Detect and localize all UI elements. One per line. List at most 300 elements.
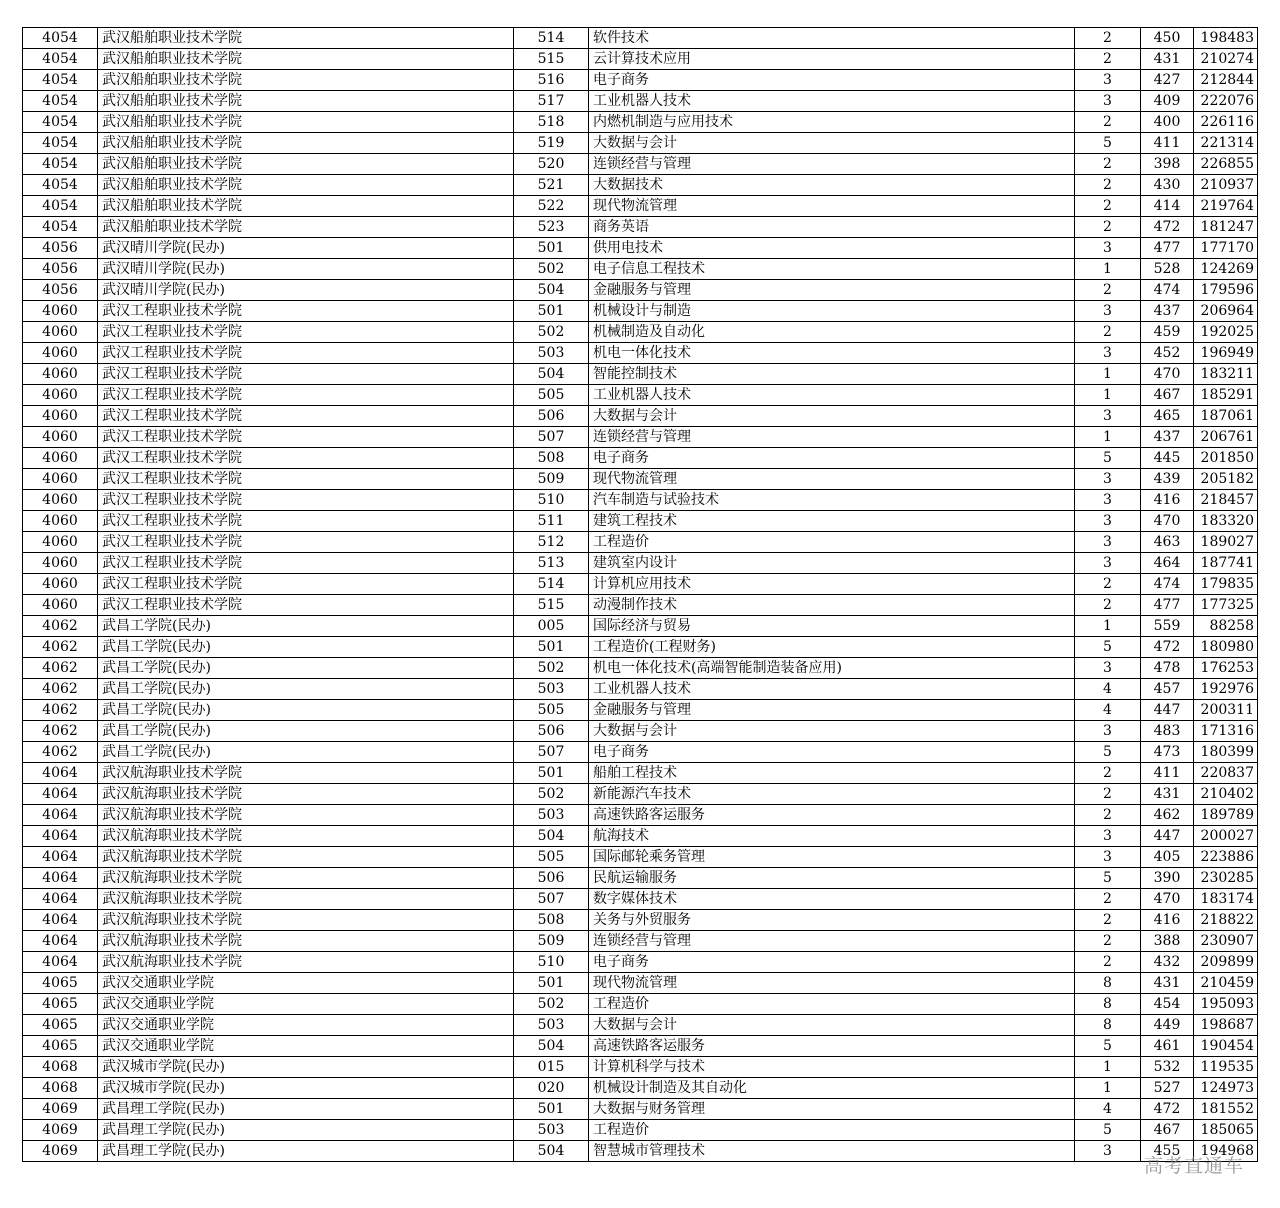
major-code-cell: 507 xyxy=(514,889,589,910)
major-name-cell: 现代物流管理 xyxy=(589,196,1075,217)
table-row xyxy=(23,70,1258,91)
plan-count-cell: 8 xyxy=(1075,994,1141,1015)
min-score-cell: 465 xyxy=(1141,406,1194,427)
table-row xyxy=(23,784,1258,805)
major-name-cell: 供用电技术 xyxy=(589,238,1075,259)
school-name-cell: 武汉交通职业学院 xyxy=(98,1015,514,1036)
table-row xyxy=(23,721,1258,742)
plan-count-cell: 2 xyxy=(1075,805,1141,826)
major-name-cell: 电子商务 xyxy=(589,742,1075,763)
plan-count-cell: 3 xyxy=(1075,532,1141,553)
major-name-cell: 航海技术 xyxy=(589,826,1075,847)
school-name-cell: 武汉航海职业技术学院 xyxy=(98,868,514,889)
table-row xyxy=(23,133,1258,154)
min-score-cell: 528 xyxy=(1141,259,1194,280)
min-rank-cell: 206964 xyxy=(1194,301,1258,322)
school-name-cell: 武汉城市学院(民办) xyxy=(98,1078,514,1099)
school-code-cell: 4060 xyxy=(23,553,98,574)
school-code-cell: 4064 xyxy=(23,889,98,910)
min-rank-cell: 226855 xyxy=(1194,154,1258,175)
min-rank-cell: 210937 xyxy=(1194,175,1258,196)
major-name-cell: 电子信息工程技术 xyxy=(589,259,1075,280)
min-score-cell: 477 xyxy=(1141,238,1194,259)
major-code-cell: 515 xyxy=(514,49,589,70)
min-rank-cell: 183174 xyxy=(1194,889,1258,910)
school-name-cell: 武汉工程职业技术学院 xyxy=(98,448,514,469)
plan-count-cell: 2 xyxy=(1075,910,1141,931)
school-name-cell: 武汉工程职业技术学院 xyxy=(98,553,514,574)
school-code-cell: 4054 xyxy=(23,28,98,49)
school-code-cell: 4056 xyxy=(23,280,98,301)
school-name-cell: 武汉航海职业技术学院 xyxy=(98,826,514,847)
min-score-cell: 467 xyxy=(1141,1120,1194,1141)
major-name-cell: 金融服务与管理 xyxy=(589,280,1075,301)
school-code-cell: 4054 xyxy=(23,112,98,133)
min-score-cell: 474 xyxy=(1141,574,1194,595)
table-row xyxy=(23,322,1258,343)
table-row xyxy=(23,343,1258,364)
school-code-cell: 4065 xyxy=(23,973,98,994)
plan-count-cell: 2 xyxy=(1075,889,1141,910)
major-code-cell: 504 xyxy=(514,1141,589,1162)
major-code-cell: 520 xyxy=(514,154,589,175)
min-rank-cell: 119535 xyxy=(1194,1057,1258,1078)
school-code-cell: 4065 xyxy=(23,1015,98,1036)
school-code-cell: 4062 xyxy=(23,742,98,763)
min-rank-cell: 196949 xyxy=(1194,343,1258,364)
table-row xyxy=(23,1120,1258,1141)
min-rank-cell: 194968 xyxy=(1194,1141,1258,1162)
plan-count-cell: 1 xyxy=(1075,616,1141,637)
min-rank-cell: 185065 xyxy=(1194,1120,1258,1141)
min-rank-cell: 124973 xyxy=(1194,1078,1258,1099)
school-code-cell: 4054 xyxy=(23,217,98,238)
school-code-cell: 4054 xyxy=(23,133,98,154)
school-code-cell: 4062 xyxy=(23,679,98,700)
min-rank-cell: 124269 xyxy=(1194,259,1258,280)
major-code-cell: 521 xyxy=(514,175,589,196)
min-rank-cell: 179835 xyxy=(1194,574,1258,595)
major-name-cell: 工业机器人技术 xyxy=(589,91,1075,112)
min-score-cell: 390 xyxy=(1141,868,1194,889)
min-score-cell: 457 xyxy=(1141,679,1194,700)
plan-count-cell: 3 xyxy=(1075,70,1141,91)
min-score-cell: 388 xyxy=(1141,931,1194,952)
min-rank-cell: 220837 xyxy=(1194,763,1258,784)
min-rank-cell: 187741 xyxy=(1194,553,1258,574)
school-name-cell: 武昌工学院(民办) xyxy=(98,742,514,763)
min-rank-cell: 181247 xyxy=(1194,217,1258,238)
major-name-cell: 机械制造及自动化 xyxy=(589,322,1075,343)
school-name-cell: 武昌工学院(民办) xyxy=(98,721,514,742)
major-name-cell: 大数据技术 xyxy=(589,175,1075,196)
min-rank-cell: 88258 xyxy=(1194,616,1258,637)
major-code-cell: 504 xyxy=(514,364,589,385)
plan-count-cell: 4 xyxy=(1075,679,1141,700)
major-name-cell: 计算机应用技术 xyxy=(589,574,1075,595)
school-name-cell: 武汉船舶职业技术学院 xyxy=(98,217,514,238)
major-code-cell: 509 xyxy=(514,469,589,490)
major-name-cell: 计算机科学与技术 xyxy=(589,1057,1075,1078)
min-rank-cell: 195093 xyxy=(1194,994,1258,1015)
major-name-cell: 关务与外贸服务 xyxy=(589,910,1075,931)
plan-count-cell: 3 xyxy=(1075,301,1141,322)
major-name-cell: 工业机器人技术 xyxy=(589,385,1075,406)
min-rank-cell: 221314 xyxy=(1194,133,1258,154)
school-name-cell: 武汉航海职业技术学院 xyxy=(98,847,514,868)
plan-count-cell: 3 xyxy=(1075,343,1141,364)
school-name-cell: 武昌工学院(民办) xyxy=(98,616,514,637)
min-rank-cell: 209899 xyxy=(1194,952,1258,973)
school-name-cell: 武汉航海职业技术学院 xyxy=(98,889,514,910)
school-name-cell: 武汉城市学院(民办) xyxy=(98,1057,514,1078)
table-row xyxy=(23,217,1258,238)
school-name-cell: 武汉工程职业技术学院 xyxy=(98,532,514,553)
min-rank-cell: 222076 xyxy=(1194,91,1258,112)
min-score-cell: 532 xyxy=(1141,1057,1194,1078)
school-code-cell: 4065 xyxy=(23,1036,98,1057)
table-body xyxy=(23,28,1258,1162)
plan-count-cell: 2 xyxy=(1075,784,1141,805)
min-rank-cell: 171316 xyxy=(1194,721,1258,742)
plan-count-cell: 8 xyxy=(1075,1015,1141,1036)
school-name-cell: 武汉工程职业技术学院 xyxy=(98,343,514,364)
major-name-cell: 现代物流管理 xyxy=(589,973,1075,994)
school-code-cell: 4060 xyxy=(23,385,98,406)
major-name-cell: 金融服务与管理 xyxy=(589,700,1075,721)
school-name-cell: 武昌工学院(民办) xyxy=(98,658,514,679)
school-code-cell: 4064 xyxy=(23,784,98,805)
major-name-cell: 电子商务 xyxy=(589,952,1075,973)
plan-count-cell: 2 xyxy=(1075,175,1141,196)
major-code-cell: 502 xyxy=(514,784,589,805)
major-code-cell: 507 xyxy=(514,742,589,763)
table-row xyxy=(23,658,1258,679)
major-name-cell: 连锁经营与管理 xyxy=(589,154,1075,175)
major-name-cell: 商务英语 xyxy=(589,217,1075,238)
plan-count-cell: 2 xyxy=(1075,196,1141,217)
min-rank-cell: 198687 xyxy=(1194,1015,1258,1036)
school-code-cell: 4064 xyxy=(23,910,98,931)
school-code-cell: 4060 xyxy=(23,406,98,427)
school-name-cell: 武汉工程职业技术学院 xyxy=(98,385,514,406)
table-row xyxy=(23,910,1258,931)
school-name-cell: 武汉晴川学院(民办) xyxy=(98,238,514,259)
min-rank-cell: 210402 xyxy=(1194,784,1258,805)
table-row xyxy=(23,238,1258,259)
major-name-cell: 软件技术 xyxy=(589,28,1075,49)
school-name-cell: 武汉工程职业技术学院 xyxy=(98,406,514,427)
school-name-cell: 武汉工程职业技术学院 xyxy=(98,322,514,343)
min-score-cell: 447 xyxy=(1141,700,1194,721)
major-code-cell: 501 xyxy=(514,301,589,322)
major-code-cell: 501 xyxy=(514,1099,589,1120)
school-code-cell: 4060 xyxy=(23,469,98,490)
major-code-cell: 502 xyxy=(514,322,589,343)
min-score-cell: 411 xyxy=(1141,763,1194,784)
major-name-cell: 建筑工程技术 xyxy=(589,511,1075,532)
min-score-cell: 467 xyxy=(1141,385,1194,406)
table-row xyxy=(23,931,1258,952)
major-code-cell: 512 xyxy=(514,532,589,553)
major-name-cell: 连锁经营与管理 xyxy=(589,931,1075,952)
plan-count-cell: 1 xyxy=(1075,1057,1141,1078)
major-name-cell: 工程造价(工程财务) xyxy=(589,637,1075,658)
min-score-cell: 462 xyxy=(1141,805,1194,826)
plan-count-cell: 1 xyxy=(1075,385,1141,406)
major-name-cell: 机电一体化技术 xyxy=(589,343,1075,364)
table-row xyxy=(23,805,1258,826)
major-name-cell: 国际邮轮乘务管理 xyxy=(589,847,1075,868)
min-score-cell: 452 xyxy=(1141,343,1194,364)
major-code-cell: 503 xyxy=(514,1015,589,1036)
min-rank-cell: 187061 xyxy=(1194,406,1258,427)
major-code-cell: 505 xyxy=(514,847,589,868)
school-code-cell: 4064 xyxy=(23,847,98,868)
school-code-cell: 4064 xyxy=(23,868,98,889)
school-name-cell: 武昌工学院(民办) xyxy=(98,679,514,700)
school-name-cell: 武汉工程职业技术学院 xyxy=(98,364,514,385)
school-code-cell: 4062 xyxy=(23,700,98,721)
major-name-cell: 云计算技术应用 xyxy=(589,49,1075,70)
plan-count-cell: 3 xyxy=(1075,826,1141,847)
school-name-cell: 武昌理工学院(民办) xyxy=(98,1141,514,1162)
plan-count-cell: 5 xyxy=(1075,1036,1141,1057)
min-score-cell: 459 xyxy=(1141,322,1194,343)
major-code-cell: 501 xyxy=(514,238,589,259)
major-name-cell: 国际经济与贸易 xyxy=(589,616,1075,637)
min-rank-cell: 230907 xyxy=(1194,931,1258,952)
plan-count-cell: 5 xyxy=(1075,868,1141,889)
major-code-cell: 508 xyxy=(514,910,589,931)
table-row xyxy=(23,994,1258,1015)
min-score-cell: 472 xyxy=(1141,217,1194,238)
major-code-cell: 514 xyxy=(514,574,589,595)
min-score-cell: 447 xyxy=(1141,826,1194,847)
plan-count-cell: 5 xyxy=(1075,448,1141,469)
plan-count-cell: 1 xyxy=(1075,364,1141,385)
min-score-cell: 474 xyxy=(1141,280,1194,301)
min-rank-cell: 189789 xyxy=(1194,805,1258,826)
min-score-cell: 454 xyxy=(1141,994,1194,1015)
major-code-cell: 502 xyxy=(514,658,589,679)
min-rank-cell: 180399 xyxy=(1194,742,1258,763)
school-code-cell: 4062 xyxy=(23,658,98,679)
plan-count-cell: 3 xyxy=(1075,847,1141,868)
major-code-cell: 501 xyxy=(514,973,589,994)
school-name-cell: 武汉工程职业技术学院 xyxy=(98,301,514,322)
table-row xyxy=(23,1036,1258,1057)
plan-count-cell: 3 xyxy=(1075,1141,1141,1162)
plan-count-cell: 2 xyxy=(1075,217,1141,238)
school-code-cell: 4056 xyxy=(23,259,98,280)
plan-count-cell: 3 xyxy=(1075,553,1141,574)
min-rank-cell: 177325 xyxy=(1194,595,1258,616)
min-score-cell: 470 xyxy=(1141,364,1194,385)
major-code-cell: 522 xyxy=(514,196,589,217)
major-code-cell: 514 xyxy=(514,28,589,49)
school-code-cell: 4060 xyxy=(23,511,98,532)
plan-count-cell: 2 xyxy=(1075,931,1141,952)
min-score-cell: 559 xyxy=(1141,616,1194,637)
major-name-cell: 新能源汽车技术 xyxy=(589,784,1075,805)
plan-count-cell: 2 xyxy=(1075,280,1141,301)
min-score-cell: 455 xyxy=(1141,1141,1194,1162)
school-code-cell: 4062 xyxy=(23,637,98,658)
school-code-cell: 4054 xyxy=(23,91,98,112)
major-code-cell: 506 xyxy=(514,868,589,889)
major-name-cell: 智慧城市管理技术 xyxy=(589,1141,1075,1162)
table-row xyxy=(23,763,1258,784)
major-name-cell: 智能控制技术 xyxy=(589,364,1075,385)
min-score-cell: 470 xyxy=(1141,889,1194,910)
school-name-cell: 武汉晴川学院(民办) xyxy=(98,280,514,301)
major-code-cell: 505 xyxy=(514,700,589,721)
plan-count-cell: 5 xyxy=(1075,742,1141,763)
table-row xyxy=(23,553,1258,574)
table-row xyxy=(23,448,1258,469)
major-name-cell: 大数据与会计 xyxy=(589,1015,1075,1036)
school-code-cell: 4068 xyxy=(23,1078,98,1099)
major-code-cell: 523 xyxy=(514,217,589,238)
school-code-cell: 4054 xyxy=(23,70,98,91)
major-name-cell: 汽车制造与试验技术 xyxy=(589,490,1075,511)
plan-count-cell: 5 xyxy=(1075,1120,1141,1141)
school-name-cell: 武昌工学院(民办) xyxy=(98,700,514,721)
min-score-cell: 477 xyxy=(1141,595,1194,616)
table-row xyxy=(23,700,1258,721)
min-score-cell: 400 xyxy=(1141,112,1194,133)
table-row xyxy=(23,49,1258,70)
min-rank-cell: 181552 xyxy=(1194,1099,1258,1120)
table-row xyxy=(23,259,1258,280)
school-code-cell: 4064 xyxy=(23,931,98,952)
plan-count-cell: 8 xyxy=(1075,973,1141,994)
school-code-cell: 4062 xyxy=(23,616,98,637)
school-code-cell: 4064 xyxy=(23,952,98,973)
major-code-cell: 015 xyxy=(514,1057,589,1078)
min-score-cell: 431 xyxy=(1141,973,1194,994)
major-name-cell: 工程造价 xyxy=(589,994,1075,1015)
school-name-cell: 武汉航海职业技术学院 xyxy=(98,805,514,826)
min-score-cell: 414 xyxy=(1141,196,1194,217)
min-score-cell: 445 xyxy=(1141,448,1194,469)
school-name-cell: 武汉工程职业技术学院 xyxy=(98,511,514,532)
plan-count-cell: 2 xyxy=(1075,49,1141,70)
table-row xyxy=(23,301,1258,322)
min-rank-cell: 200027 xyxy=(1194,826,1258,847)
major-name-cell: 民航运输服务 xyxy=(589,868,1075,889)
table-row xyxy=(23,1141,1258,1162)
school-code-cell: 4069 xyxy=(23,1120,98,1141)
min-score-cell: 472 xyxy=(1141,637,1194,658)
major-name-cell: 现代物流管理 xyxy=(589,469,1075,490)
school-name-cell: 武汉船舶职业技术学院 xyxy=(98,28,514,49)
table-row xyxy=(23,616,1258,637)
min-score-cell: 439 xyxy=(1141,469,1194,490)
school-name-cell: 武汉航海职业技术学院 xyxy=(98,931,514,952)
min-score-cell: 398 xyxy=(1141,154,1194,175)
school-code-cell: 4060 xyxy=(23,490,98,511)
plan-count-cell: 2 xyxy=(1075,322,1141,343)
min-score-cell: 409 xyxy=(1141,91,1194,112)
major-name-cell: 建筑室内设计 xyxy=(589,553,1075,574)
school-code-cell: 4060 xyxy=(23,364,98,385)
major-name-cell: 电子商务 xyxy=(589,448,1075,469)
school-code-cell: 4060 xyxy=(23,301,98,322)
major-name-cell: 大数据与会计 xyxy=(589,133,1075,154)
major-code-cell: 005 xyxy=(514,616,589,637)
table-row xyxy=(23,952,1258,973)
min-rank-cell: 210274 xyxy=(1194,49,1258,70)
school-code-cell: 4069 xyxy=(23,1141,98,1162)
watermark: 高考直通车 xyxy=(1143,1155,1244,1177)
school-name-cell: 武汉晴川学院(民办) xyxy=(98,259,514,280)
min-rank-cell: 179596 xyxy=(1194,280,1258,301)
school-name-cell: 武汉船舶职业技术学院 xyxy=(98,196,514,217)
major-name-cell: 连锁经营与管理 xyxy=(589,427,1075,448)
plan-count-cell: 2 xyxy=(1075,595,1141,616)
min-score-cell: 527 xyxy=(1141,1078,1194,1099)
school-code-cell: 4060 xyxy=(23,343,98,364)
min-rank-cell: 192025 xyxy=(1194,322,1258,343)
major-code-cell: 501 xyxy=(514,763,589,784)
school-name-cell: 武汉工程职业技术学院 xyxy=(98,490,514,511)
major-code-cell: 506 xyxy=(514,721,589,742)
major-code-cell: 508 xyxy=(514,448,589,469)
major-code-cell: 510 xyxy=(514,952,589,973)
min-score-cell: 431 xyxy=(1141,49,1194,70)
school-code-cell: 4060 xyxy=(23,574,98,595)
min-rank-cell: 230285 xyxy=(1194,868,1258,889)
school-name-cell: 武汉工程职业技术学院 xyxy=(98,574,514,595)
major-code-cell: 505 xyxy=(514,385,589,406)
major-name-cell: 大数据与会计 xyxy=(589,721,1075,742)
table-row xyxy=(23,1015,1258,1036)
major-name-cell: 机械设计与制造 xyxy=(589,301,1075,322)
plan-count-cell: 3 xyxy=(1075,721,1141,742)
school-name-cell: 武汉航海职业技术学院 xyxy=(98,952,514,973)
table-row xyxy=(23,469,1258,490)
school-name-cell: 武昌工学院(民办) xyxy=(98,637,514,658)
min-score-cell: 427 xyxy=(1141,70,1194,91)
plan-count-cell: 3 xyxy=(1075,511,1141,532)
table-row xyxy=(23,1078,1258,1099)
major-code-cell: 504 xyxy=(514,1036,589,1057)
school-code-cell: 4056 xyxy=(23,238,98,259)
table-row xyxy=(23,1057,1258,1078)
major-name-cell: 机械设计制造及其自动化 xyxy=(589,1078,1075,1099)
table-row xyxy=(23,742,1258,763)
min-rank-cell: 183320 xyxy=(1194,511,1258,532)
major-code-cell: 502 xyxy=(514,994,589,1015)
school-name-cell: 武汉航海职业技术学院 xyxy=(98,910,514,931)
plan-count-cell: 3 xyxy=(1075,406,1141,427)
major-code-cell: 501 xyxy=(514,637,589,658)
major-name-cell: 船舶工程技术 xyxy=(589,763,1075,784)
min-rank-cell: 185291 xyxy=(1194,385,1258,406)
min-score-cell: 483 xyxy=(1141,721,1194,742)
major-name-cell: 大数据与会计 xyxy=(589,406,1075,427)
school-name-cell: 武汉船舶职业技术学院 xyxy=(98,49,514,70)
school-name-cell: 武汉工程职业技术学院 xyxy=(98,595,514,616)
school-name-cell: 武昌理工学院(民办) xyxy=(98,1120,514,1141)
major-code-cell: 507 xyxy=(514,427,589,448)
major-code-cell: 506 xyxy=(514,406,589,427)
table-row xyxy=(23,196,1258,217)
table-row xyxy=(23,532,1258,553)
major-name-cell: 大数据与财务管理 xyxy=(589,1099,1075,1120)
